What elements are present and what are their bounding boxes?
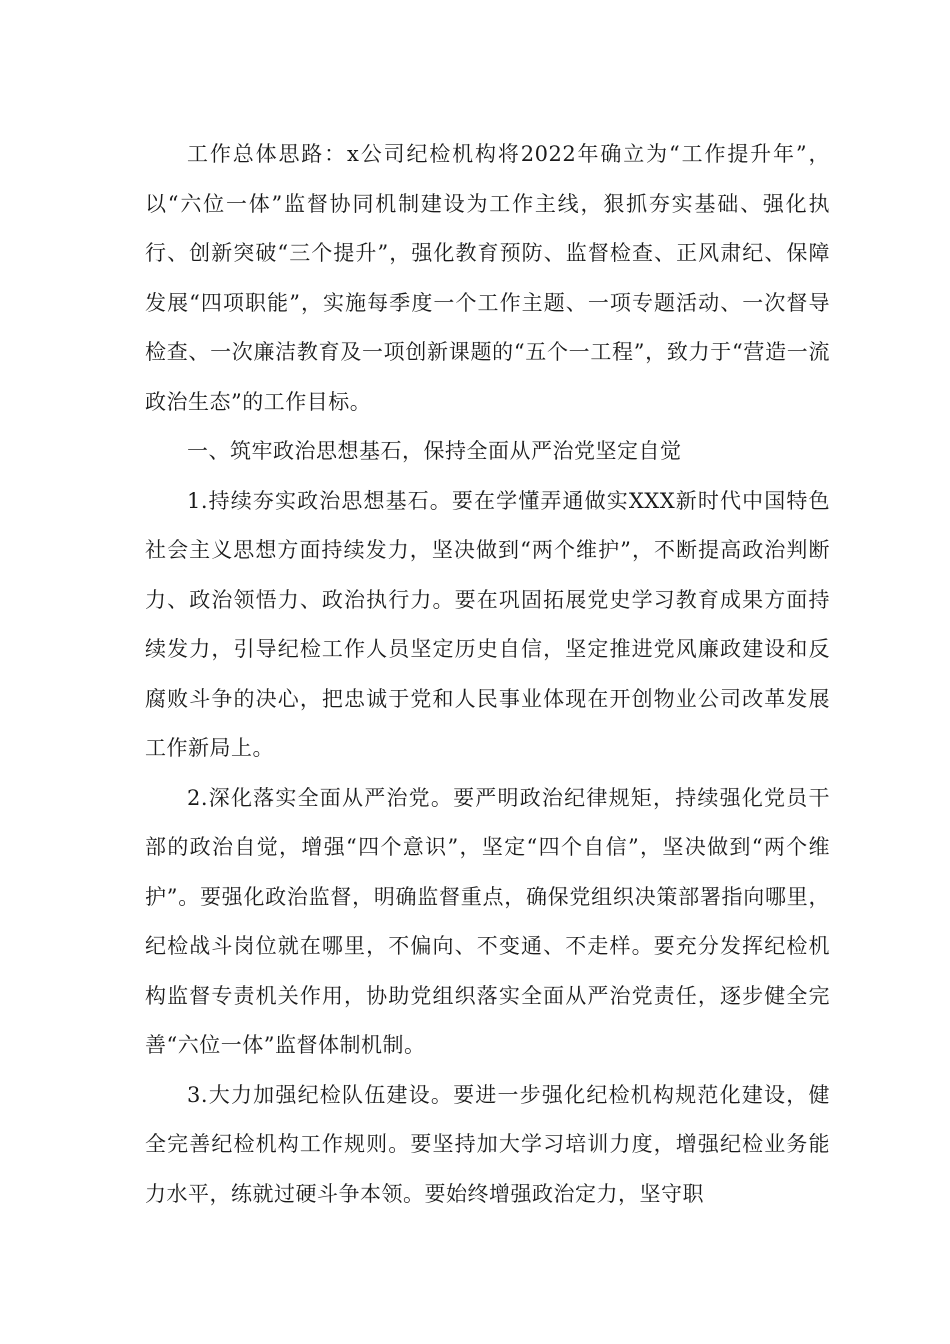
paragraph-item-1: 1.持续夯实政治思想基石。要在学懂弄通做实XXX新时代中国特色社会主义思想方面持续发力，坚决做到“两个维护”，不断提高政治判断力、政治领悟力、政治执行力。要在巩固拓展党史学习教育成果方面持续发力，引导纪检工作人员坚定历史自信，坚定推进党风廉政建设和反腐败斗争的决心，把忠诚于党和人民事业体现在开创物业公司改革发展工作新局上。 xyxy=(145,488,830,760)
document-body xyxy=(145,130,830,1219)
paragraph-item-3: 3.大力加强纪检队伍建设。要进一步强化纪检机构规范化建设，健全完善纪检机构工作规则。要坚持加大学习培训力度，增强纪检业务能力水平，练就过硬斗争本领。要始终增强政治定力，坚守职 xyxy=(145,1082,830,1206)
section-heading-1: 一、筑牢政治思想基石，保持全面从严治党坚定自觉 xyxy=(187,439,682,463)
paragraph-work-approach: 工作总体思路：x公司纪检机构将2022年确立为“工作提升年”，以“六位一体”监督协同机制建设为工作主线，狠抓夯实基础、强化执行、创新突破“三个提升”，强化教育预防、监督检查、正风肃纪、保障发展“四项职能”，实施每季度一个工作主题、一项专题活动、一次督导检查、一次廉洁教育及一项创新课题的“五个一工程”，致力于“营造一流政治生态”的工作目标。 xyxy=(145,142,830,414)
paragraph-item-2: 2.深化落实全面从严治党。要严明政治纪律规矩，持续强化党员干部的政治自觉，增强“四个意识”，坚定“四个自信”，坚决做到“两个维护”。要强化政治监督，明确监督重点，确保党组织决策部署指向哪里，纪检战斗岗位就在哪里，不偏向、不变通、不走样。要充分发挥纪检机构监督专责机关作用，协助党组织落实全面从严治党责任，逐步健全完善“六位一体”监督体制机制。 xyxy=(145,785,830,1057)
